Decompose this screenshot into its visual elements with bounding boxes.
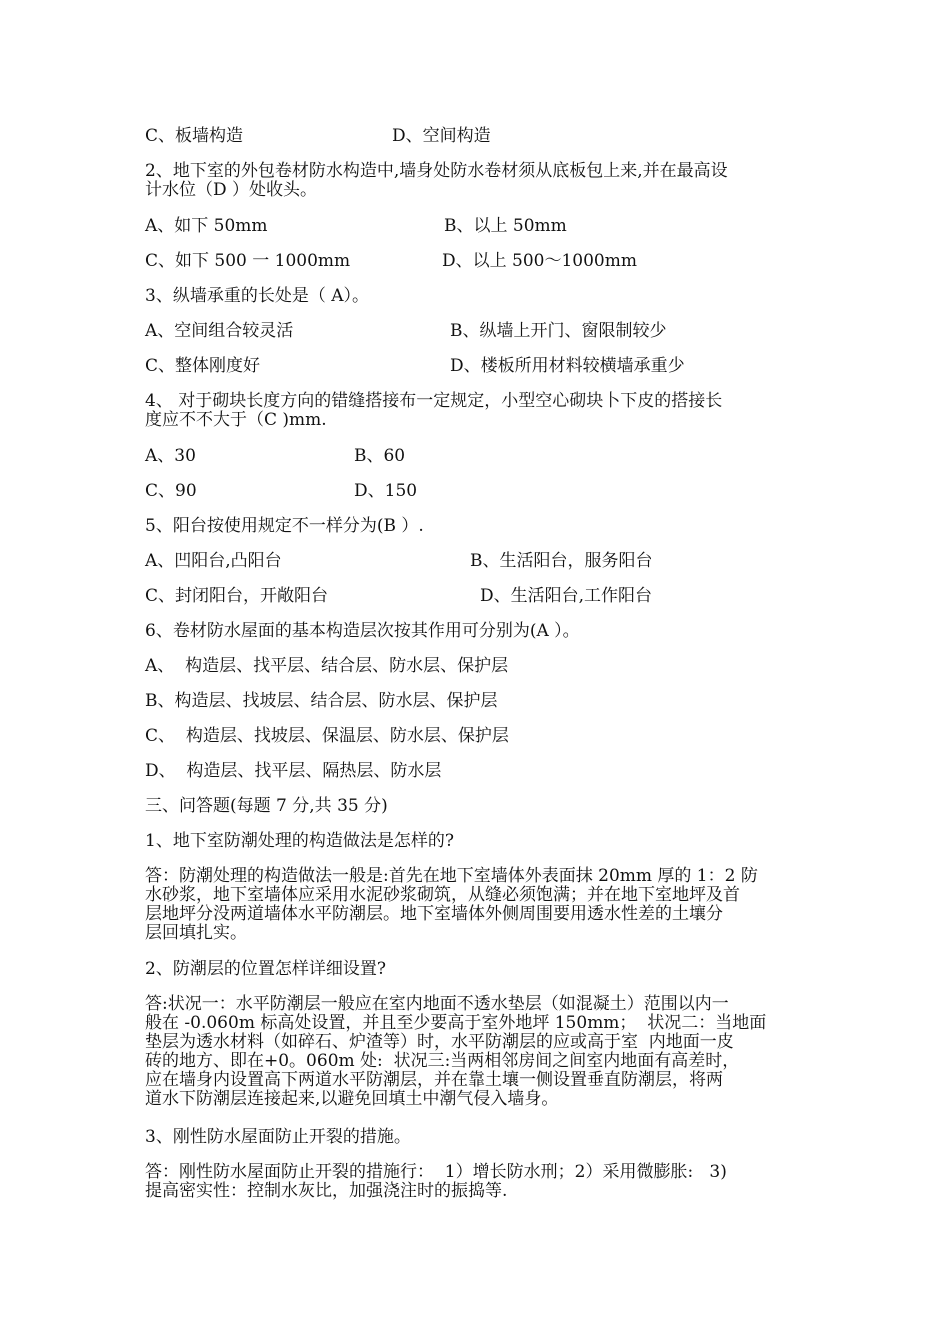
q2-stem-line: 计水位（D ）处收头。 bbox=[145, 180, 318, 200]
qa3-question: 3、刚性防水屋面防止开裂的措施。 bbox=[145, 1127, 411, 1147]
qa1-question: 1、地下室防潮处理的构造做法是怎样的? bbox=[145, 831, 454, 851]
q2-option-b: B、以上 50mm bbox=[444, 216, 567, 236]
q3-option-b: B、纵墙上开门、窗限制较少 bbox=[450, 321, 667, 341]
q4-option-a: A、30 bbox=[145, 446, 196, 466]
qa2-answer bbox=[145, 995, 805, 1109]
q6-option-b: B、构造层、找坡层、结合层、防水层、保护层 bbox=[145, 691, 498, 711]
qa1-answer bbox=[145, 867, 805, 943]
q5-option-d: D、生活阳台,工作阳台 bbox=[480, 586, 653, 606]
qa2-question: 2、防潮层的位置怎样详细设置? bbox=[145, 959, 386, 979]
q3-option-c: C、整体刚度好 bbox=[145, 356, 261, 376]
q1-option-d: D、空间构造 bbox=[392, 126, 491, 146]
qa2-answer-line: 应在墙身内设置高下两道水平防潮层，并在靠土壤一侧设置垂直防潮层，将两 bbox=[145, 1070, 723, 1090]
q2-stem-line: 2、地下室的外包卷材防水构造中,墙身处防水卷材须从底板包上来,并在最高设 bbox=[145, 161, 728, 181]
q4-stem bbox=[145, 392, 805, 430]
q4-option-b: B、60 bbox=[354, 446, 406, 466]
qa1-answer-line: 层回填扎实。 bbox=[145, 923, 247, 943]
q2-stem bbox=[145, 162, 805, 200]
qa2-answer-line: 砖的地方、即在+0。060m 处: 状况三:当两相邻房间之间室内地面有高差时， bbox=[145, 1051, 740, 1071]
q6-option-c: C、 构造层、找坡层、保温层、防水层、保护层 bbox=[145, 726, 509, 746]
q4-option-d: D、150 bbox=[354, 481, 418, 501]
q2-option-c: C、如下 500 一 1000mm bbox=[145, 251, 351, 271]
q5-stem: 5、阳台按使用规定不一样分为(B ）. bbox=[145, 516, 424, 536]
q4-stem-line: 4、 对于砌块长度方向的错缝搭接布一定规定，小型空心砌块卜下皮的搭接长 bbox=[145, 391, 723, 411]
q5-option-c: C、封闭阳台，开敞阳台 bbox=[145, 586, 329, 606]
q3-stem: 3、纵墙承重的长处是（ A）。 bbox=[145, 286, 369, 306]
qa2-answer-line: 道水下防潮层连接起来,以避免回填土中潮气侵入墙身。 bbox=[145, 1089, 559, 1109]
qa1-answer-line: 答：防潮处理的构造做法一般是:首先在地下室墙体外表面抹 20mm 厚的 1：2 防 bbox=[145, 866, 758, 886]
qa3-answer-line: 答：刚性防水屋面防止开裂的措施行： 1）增长防水刑；2）采用微膨胀: 3) bbox=[145, 1162, 727, 1182]
qa2-answer-line: 垫层为透水材料（如碎石、炉渣等）时，水平防潮层的应或高于室 内地面一皮 bbox=[145, 1032, 734, 1052]
q3-option-d: D、楼板所用材料较横墙承重少 bbox=[450, 356, 685, 376]
qa1-answer-line: 层地坪分没两道墙体水平防潮层。地下室墙体外侧周围要用透水性差的土壤分 bbox=[145, 904, 723, 924]
q6-stem: 6、卷材防水屋面的基本构造层次按其作用可分别为(A ）。 bbox=[145, 621, 580, 641]
q2-option-a: A、如下 50mm bbox=[145, 216, 268, 236]
q5-option-a: A、凹阳台,凸阳台 bbox=[145, 551, 282, 571]
q3-option-a: A、空间组合较灵活 bbox=[145, 321, 294, 341]
q5-option-b: B、生活阳台，服务阳台 bbox=[470, 551, 653, 571]
qa3-answer bbox=[145, 1163, 805, 1201]
q1-option-c: C、板墙构造 bbox=[145, 126, 244, 146]
q6-option-d: D、 构造层、找平层、隔热层、防水层 bbox=[145, 761, 442, 781]
q4-stem-line: 度应不不大于（C )mm. bbox=[145, 410, 327, 430]
section-title: 三、问答题(每题 7 分,共 35 分) bbox=[145, 796, 388, 816]
qa2-answer-line: 般在 -0.060m 标高处设置，并且至少要高于室外地坪 150mm； 状况二：当地面 bbox=[145, 1013, 767, 1033]
qa1-answer-line: 水砂浆，地下室墙体应采用水泥砂浆砌筑，从缝必须饱满；并在地下室地坪及首 bbox=[145, 885, 740, 905]
qa3-answer-line: 提高密实性：控制水灰比，加强浇注时的振捣等. bbox=[145, 1181, 508, 1201]
q2-option-d: D、以上 500～1000mm bbox=[442, 251, 637, 271]
q4-option-c: C、90 bbox=[145, 481, 197, 501]
qa2-answer-line: 答:状况一：水平防潮层一般应在室内地面不透水垫层（如混凝土）范围以内一 bbox=[145, 994, 729, 1014]
q6-option-a: A、 构造层、找平层、结合层、防水层、保护层 bbox=[145, 656, 509, 676]
